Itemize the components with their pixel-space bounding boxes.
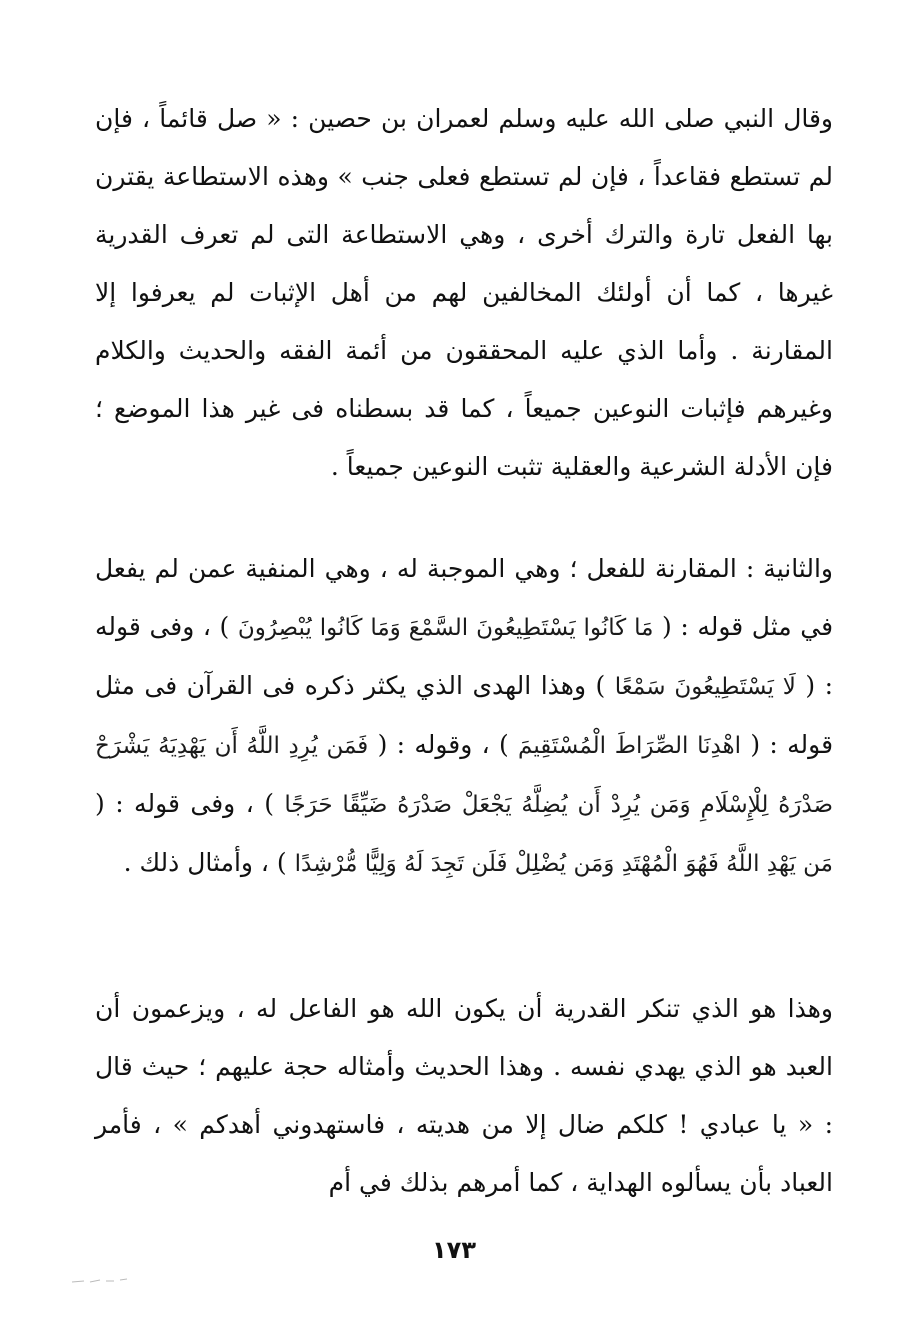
paragraph-2-text: والثانية : المقارنة للفعل ؛ وهي الموجبة له ، وهي المنفية عمن لم يفعل في مثل قوله : ( [95, 554, 834, 641]
quran-verse: مَن يَهْدِ اللَّهُ فَهُوَ الْمُهْتَدِ وَمَن يُضْلِلْ فَلَن تَجِدَ لَهُ وَلِيًّا مُّرْشِدًا [294, 851, 833, 877]
paragraph-1: وقال النبي صلى الله عليه وسلم لعمران بن حصين : « صل قائماً ، فإن لم تستطع فقاعداً ، فإن لم تستطع فعلى جنب » وهذه الاستطاعة يقترن بها الفعل تارة والترك أخرى ، وهي الاستطاعة التى لم تعرف القدرية غيرها ، كما أن أولئك المخالفين لهم من أهل الإثبات لم يعرفوا إلا المقارنة . وأما الذي عليه المحققون من أئمة الفقه والحديث والكلام وغيرهم فإثبات النوعين جميعاً ، كما قد بسطناه فى غير هذا الموضع ؛ فإن الأدلة الشرعية والعقلية تثبت النوعين جميعاً . [95, 104, 833, 481]
paragraph-2-text: ) ، وأمثال ذلك . [123, 848, 295, 877]
page-number: ١٧٣ [432, 1236, 476, 1264]
quran-verse: اهْدِنَا الصِّرَاطَ الْمُسْتَقِيمَ [518, 733, 742, 759]
paragraph-2 [95, 540, 833, 893]
paragraph-2-text: ) ، وقوله : ( [368, 730, 519, 759]
scan-artifact [70, 1278, 130, 1284]
quran-verse: مَا كَانُوا يَسْتَطِيعُونَ السَّمْعَ وَمَا كَانُوا يُبْصِرُونَ [237, 615, 654, 641]
quran-verse: فَمَن يُرِدِ اللَّهُ أَن يَهْدِيَهُ يَشْرَحْ صَدْرَهُ لِلْإِسْلَامِ وَمَن يُرِدْ أَن يُضِلَّهُ يَجْعَلْ صَدْرَهُ ضَيِّقًا حَرَجًا [95, 733, 833, 818]
quran-verse: لَا يَسْتَطِيعُونَ سَمْعًا [614, 674, 796, 700]
paragraph-2-text: ) وهذا الهدى الذي يكثر ذكره فى القرآن فى مثل قوله : ( [95, 671, 834, 759]
paragraph-2-text: ) ، وفى قوله : ( [95, 789, 285, 818]
paragraph-2-text: ) ، وفى قوله : ( [95, 612, 834, 700]
paragraph-3: وهذا هو الذي تنكر القدرية أن يكون الله هو الفاعل له ، ويزعمون أن العبد هو الذي يهدي نفسه . وهذا الحديث وأمثاله حجة عليهم ؛ حيث قال : « يا عبادي ! كلكم ضال إلا من هديته ، فاستهدوني أهدكم » ، فأمر العباد بأن يسألوه الهداية ، كما أمرهم بذلك في أم [95, 994, 833, 1197]
